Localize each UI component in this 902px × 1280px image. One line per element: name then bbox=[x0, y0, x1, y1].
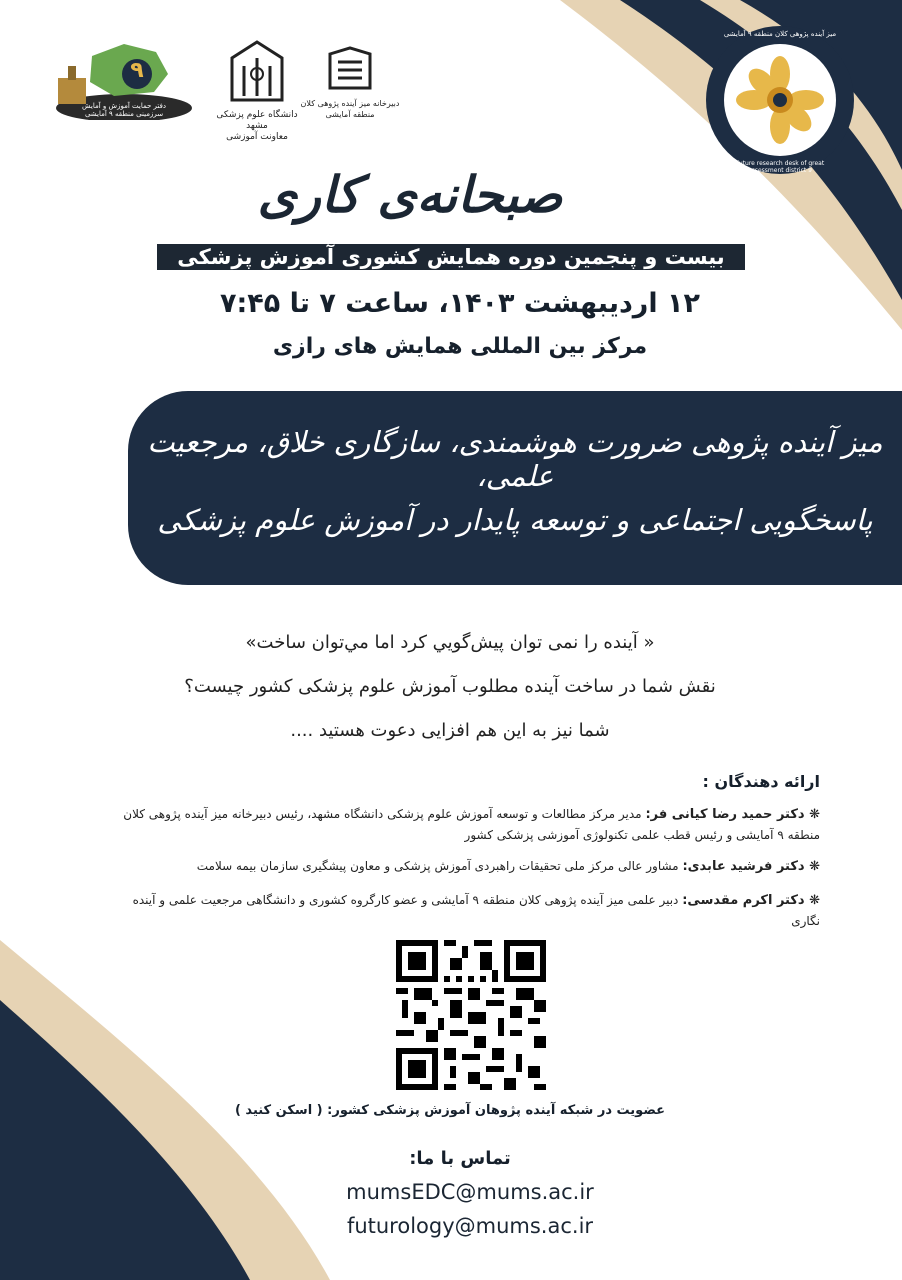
daffodil-badge-icon bbox=[704, 24, 856, 176]
regional-office-logo bbox=[44, 30, 194, 120]
event-venue: مرکز بین المللی همایش های رازی bbox=[272, 334, 648, 359]
presenter-1-desc: مدیر مرکز مطالعات و توسعه آموزش علوم پزشکی دانشگاه مشهد، رئیس دبیرخانه میز آینده پژوهی کلان منطقه ۹ آمایشی و رئیس قطب علمی تکنولوژی آموزشی پزشکی کشور bbox=[123, 807, 820, 842]
conference-subtitle: بیست و پنجمین دوره همایش کشوری آموزش پزشکی bbox=[157, 244, 745, 270]
presenter-2-desc: مشاور عالی مرکز ملی تحقیقات راهبردی آموزش پزشکی و معاون پیشگیری سازمان بیمه سلامت bbox=[196, 859, 679, 873]
badge-bottom-text: Future research desk of great assessment district 9 bbox=[735, 160, 825, 174]
university-name: دانشگاه علوم پزشکی مشهد bbox=[216, 110, 298, 131]
qr-caption: عضویت در شبکه آینده پژوهان آموزش پزشکی کشور: ( اسکن کنید ) bbox=[234, 1103, 666, 1118]
presenter-1-name: ❋ دکتر حمید رضا کیانی فر: bbox=[645, 807, 820, 822]
presenters-title: ارائه دهندگان : bbox=[702, 772, 820, 791]
university-emblem-icon bbox=[214, 36, 300, 106]
banner-line-2: پاسخگویی اجتماعی و توسعه پایدار در آموزش علوم پزشکی bbox=[157, 503, 873, 537]
left-logo-caption: دفتر حمایت آموزش و آمایش سرزمینی منطقه ۹ آمایشی bbox=[82, 102, 166, 118]
email-link-futurology[interactable]: futurology@mums.ac.ir bbox=[346, 1214, 594, 1238]
secretariat-caption: دبیرخانه میز آینده پژوهی کلان منطقه آمایشی bbox=[300, 99, 400, 119]
presenter-2 bbox=[100, 856, 820, 877]
contact-title: تماس با ما: bbox=[409, 1148, 511, 1169]
left-logo-mark: ۹ bbox=[130, 58, 144, 83]
secretariat-logo bbox=[300, 44, 400, 124]
quote-line-3: شما نیز به این هم افزایی دعوت هستید .... bbox=[290, 720, 610, 741]
main-title: صبحانه‌ی کاری bbox=[257, 165, 563, 224]
presenter-3-desc: دبیر علمی میز آینده پژوهی کلان منطقه ۹ آمایشی و عضو کارگروه کشوری و دانشگاهی مرجعیت علمی و آینده نگاری bbox=[132, 893, 820, 928]
event-datetime: ۱۲ اردیبهشت ۱۴۰۳، ساعت ۷ تا ۷:۴۵ bbox=[220, 288, 700, 319]
presenter-3 bbox=[100, 890, 820, 932]
banner-line-1: میز آینده پژوهی ضرورت هوشمندی، سازگاری خلاق، مرجعیت علمی، bbox=[147, 425, 883, 493]
book-emblem-icon bbox=[300, 44, 400, 94]
future-desk-badge bbox=[704, 24, 856, 176]
qr-code[interactable] bbox=[396, 940, 546, 1090]
university-logo bbox=[214, 36, 300, 140]
presenter-3-name: ❋ دکتر اکرم مقدسی: bbox=[682, 893, 820, 908]
badge-top-text: میز آینده پژوهی کلان منطقه ۹ آمایشی bbox=[723, 30, 837, 38]
presenter-2-name: ❋ دکتر فرشید عابدی: bbox=[682, 859, 820, 874]
presenter-1 bbox=[100, 804, 820, 846]
email-link-edc[interactable]: mumsEDC@mums.ac.ir bbox=[346, 1180, 594, 1204]
quote-line-2: نقش شما در ساخت آینده مطلوب آموزش علوم پزشکی کشور چیست؟ bbox=[184, 676, 716, 697]
university-dept: معاونت آموزشی bbox=[226, 132, 288, 142]
quote-line-1: « آینده را نمی توان پیش‌گويي كرد اما مي‌توان ساخت» bbox=[245, 632, 655, 653]
topic-banner bbox=[128, 391, 902, 585]
